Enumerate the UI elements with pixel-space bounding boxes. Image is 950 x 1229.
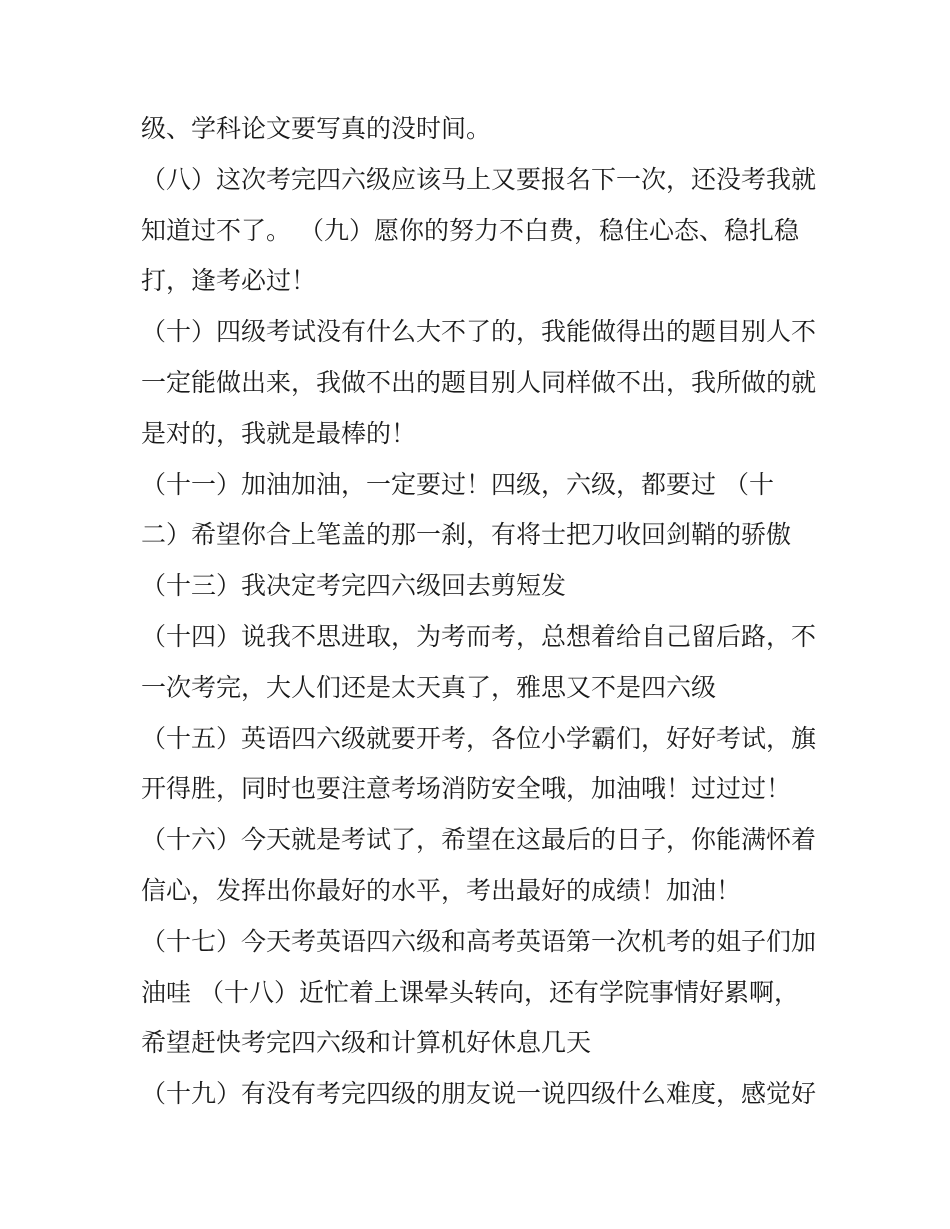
text-line: 级、学科论文要写真的没时间。	[141, 114, 492, 143]
text-body	[141, 110, 821, 1126]
text-line: （十五）英语四六级就要开考，各位小学霸们，好好考试，旗	[141, 723, 817, 753]
text-line: 二）希望你合上笔盖的那一刹，有将士把刀收回剑鞘的骄傲	[141, 520, 792, 550]
text-line: （八）这次考完四六级应该马上又要报名下一次，还没考我就	[141, 164, 817, 194]
text-line: 是对的，我就是最棒的！	[141, 418, 417, 448]
text-line: 信心，发挥出你最好的水平，考出最好的成绩！加油！	[141, 875, 742, 905]
text-line: 开得胜，同时也要注意考场消防安全哦，加油哦！过过过！	[141, 774, 792, 804]
text-line: 希望赶快考完四六级和计算机好休息几天	[141, 1028, 592, 1058]
text-line: 一定能做出来，我做不出的题目别人同样做不出，我所做的就	[141, 367, 817, 397]
text-line: （十六）今天就是考试了，希望在这最后的日子，你能满怀着	[141, 825, 817, 855]
text-line: （十九）有没有考完四级的朋友说一说四级什么难度，感觉好	[141, 1079, 817, 1109]
text-line: （十三）我决定考完四六级回去剪短发	[141, 571, 567, 601]
text-line: （十）四级考试没有什么大不了的，我能做得出的题目别人不	[141, 317, 817, 347]
text-line: 一次考完，大人们还是太天真了，雅思又不是四六级	[141, 672, 717, 702]
text-line: （十七）今天考英语四六级和高考英语第一次机考的姐子们加	[141, 926, 817, 956]
text-line: 知道过不了。 （九）愿你的努力不白费，稳住心态、稳扎稳	[141, 215, 799, 245]
text-line: （十一）加油加油，一定要过！四级，六级，都要过 （十	[141, 469, 774, 499]
text-line: （十四）说我不思进取，为考而考，总想着给自己留后路，不	[141, 621, 817, 651]
text-line: 油哇 （十八）近忙着上课晕头转向，还有学院事情好累啊，	[141, 977, 799, 1007]
text-line: 打，逢考必过！	[141, 266, 317, 296]
